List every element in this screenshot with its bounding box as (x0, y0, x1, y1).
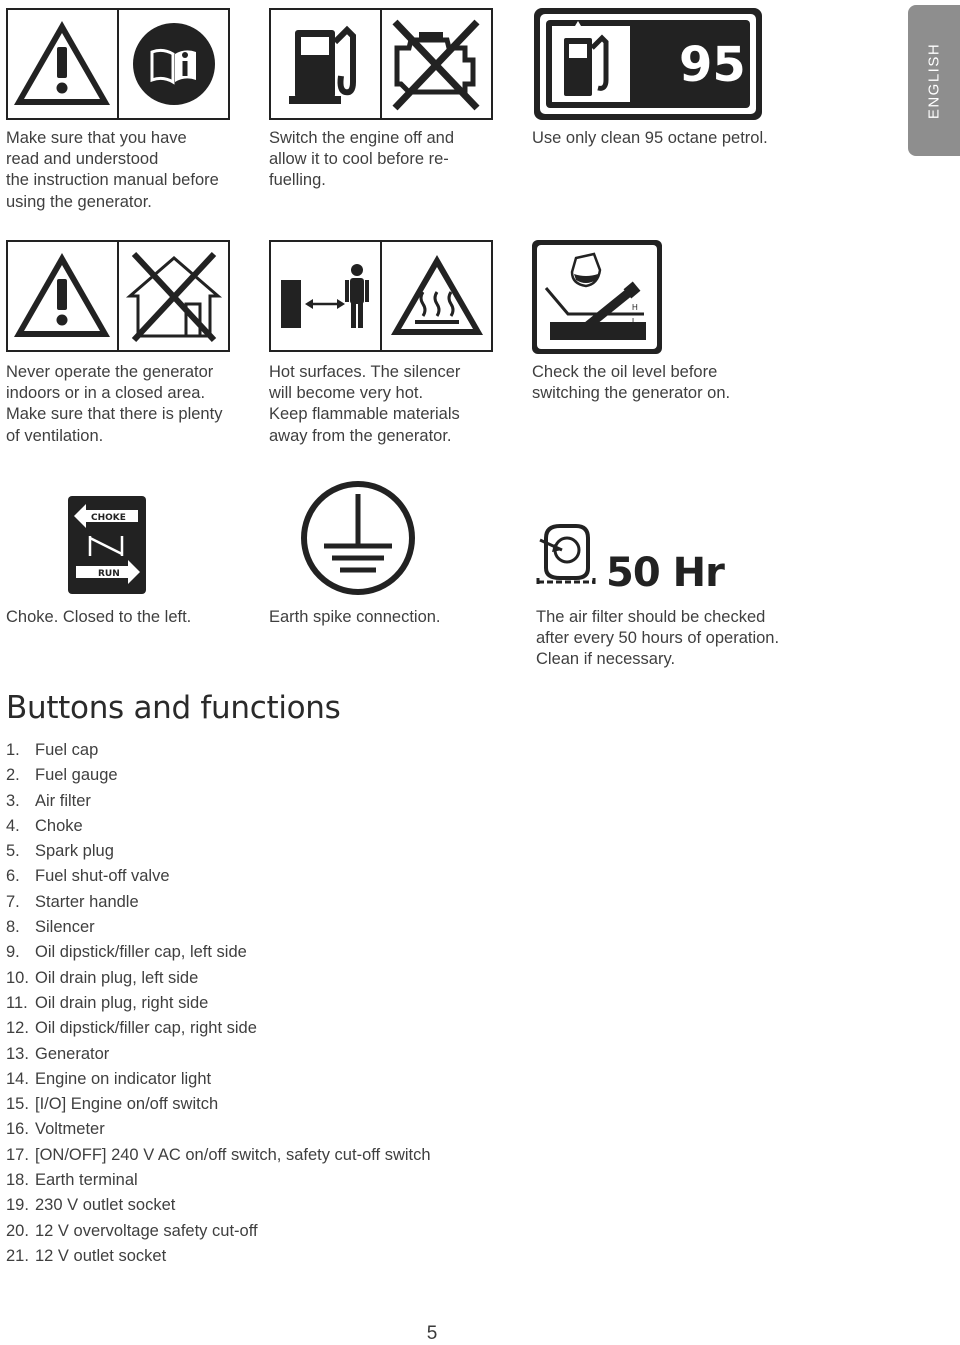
list-item-number: 8. (6, 918, 20, 937)
engine-off-refuel-icon (269, 8, 493, 120)
symbol-caption-hot-surfaces: Hot surfaces. The silencer will become very hot. Keep flammable materials away from the generator. (269, 363, 461, 445)
octane-95-icon (534, 8, 762, 120)
list-item (6, 1067, 431, 1092)
page-number: 5 (426, 1323, 438, 1344)
list-item-label: 12 V overvoltage safety cut-off (35, 1221, 258, 1240)
list-item-label: Silencer (35, 918, 95, 937)
list-item-label: 12 V outlet socket (35, 1246, 167, 1265)
list-item (6, 890, 431, 915)
symbol-caption-air-filter: The air filter should be checked after every 50 hours of operation. Clean if necessary. (536, 608, 780, 669)
section-title: Buttons and functions (6, 690, 341, 726)
list-item (6, 940, 431, 965)
list-item (6, 814, 431, 839)
list-item (6, 966, 431, 991)
list-item (6, 991, 431, 1016)
list-item (6, 915, 431, 940)
list-item-number: 15. (6, 1095, 29, 1114)
language-tab (908, 5, 960, 156)
oil-level-icon (532, 240, 662, 354)
list-item-number: 16. (6, 1120, 29, 1139)
list-item-label: [ON/OFF] 240 V AC on/off switch, safety cut-off switch (35, 1145, 431, 1164)
symbol-caption-oil-level: Check the oil level before switching the generator on. (532, 363, 731, 403)
list-item-number: 20. (6, 1221, 29, 1240)
list-item-number: 21. (6, 1246, 29, 1265)
list-item (6, 738, 431, 763)
interval-text: 50 Hr (606, 550, 724, 592)
list-item-label: Air filter (35, 791, 91, 810)
list-item-label: Choke (35, 816, 83, 835)
list-item-label: 230 V outlet socket (35, 1196, 176, 1215)
list-item (6, 1168, 431, 1193)
list-item-label: Oil dipstick/filler cap, right side (35, 1019, 257, 1038)
functions-list (6, 738, 431, 1269)
list-item (6, 864, 431, 889)
symbol-caption-choke: Choke. Closed to the left. (6, 608, 192, 626)
list-item-number: 9. (6, 943, 20, 962)
list-item-number: 6. (6, 867, 20, 886)
list-item-number: 18. (6, 1171, 29, 1190)
list-item-number: 13. (6, 1044, 29, 1063)
list-item-label: Spark plug (35, 842, 114, 861)
symbol-caption-engine-off: Switch the engine off and allow it to cool before re- fuelling. (269, 129, 454, 190)
air-filter-icon (536, 520, 736, 592)
list-item-label: Earth terminal (35, 1171, 138, 1190)
list-item-number: 1. (6, 741, 20, 759)
hot-surface-icon (269, 240, 493, 352)
list-item (6, 1117, 431, 1142)
list-item-label: Voltmeter (35, 1120, 105, 1139)
list-item-label: Starter handle (35, 892, 139, 911)
list-item (6, 789, 431, 814)
list-item-number: 17. (6, 1145, 29, 1164)
list-item (6, 1193, 431, 1218)
list-item-number: 5. (6, 842, 20, 861)
list-item-number: 7. (6, 892, 20, 911)
earth-icon (300, 480, 416, 596)
list-item-label: Fuel gauge (35, 766, 118, 785)
list-item-number: 2. (6, 766, 20, 785)
list-item (6, 1219, 431, 1244)
list-item (6, 763, 431, 788)
warning-manual-icon (6, 8, 230, 120)
list-item (6, 1143, 431, 1168)
list-item-label: Fuel shut-off valve (35, 867, 170, 886)
list-item (6, 1092, 431, 1117)
list-item-label: Oil drain plug, left side (35, 968, 199, 987)
symbol-caption-ventilation: Never operate the generator indoors or in a closed area. Make sure that there is plenty of ventilation. (6, 363, 223, 445)
symbol-caption-manual: Make sure that you have read and understood the instruction manual before using the generator. (6, 129, 219, 211)
run-label: RUN (98, 569, 120, 579)
oil-mark-low: L (632, 317, 637, 326)
symbol-caption-octane: Use only clean 95 octane petrol. (532, 129, 768, 147)
ventilation-warning-icon (6, 240, 230, 352)
list-item-number: 10. (6, 968, 29, 987)
symbol-caption-earth: Earth spike connection. (269, 608, 441, 626)
list-item-number: 14. (6, 1069, 29, 1088)
list-item-label: [I/O] Engine on/off switch (35, 1095, 219, 1114)
list-item-label: Fuel cap (35, 741, 99, 759)
list-item-number: 3. (6, 791, 20, 810)
list-item-number: 4. (6, 816, 20, 835)
octane-value: 95 (679, 37, 746, 93)
list-item-number: 19. (6, 1196, 29, 1215)
list-item-label: Generator (35, 1044, 110, 1063)
list-item (6, 1042, 431, 1067)
list-item-number: 11. (6, 993, 28, 1012)
list-item-number: 12. (6, 1019, 29, 1038)
list-item-label: Oil drain plug, right side (35, 993, 209, 1012)
list-item (6, 1016, 431, 1041)
choke-label: CHOKE (91, 513, 126, 523)
list-item-label: Oil dipstick/filler cap, left side (35, 943, 247, 962)
list-item-label: Engine on indicator light (35, 1069, 212, 1088)
list-item (6, 839, 431, 864)
oil-mark-high: H (632, 303, 638, 312)
choke-icon (68, 496, 146, 594)
language-tab-label: ENGLISH (925, 42, 943, 119)
list-item (6, 1244, 431, 1269)
